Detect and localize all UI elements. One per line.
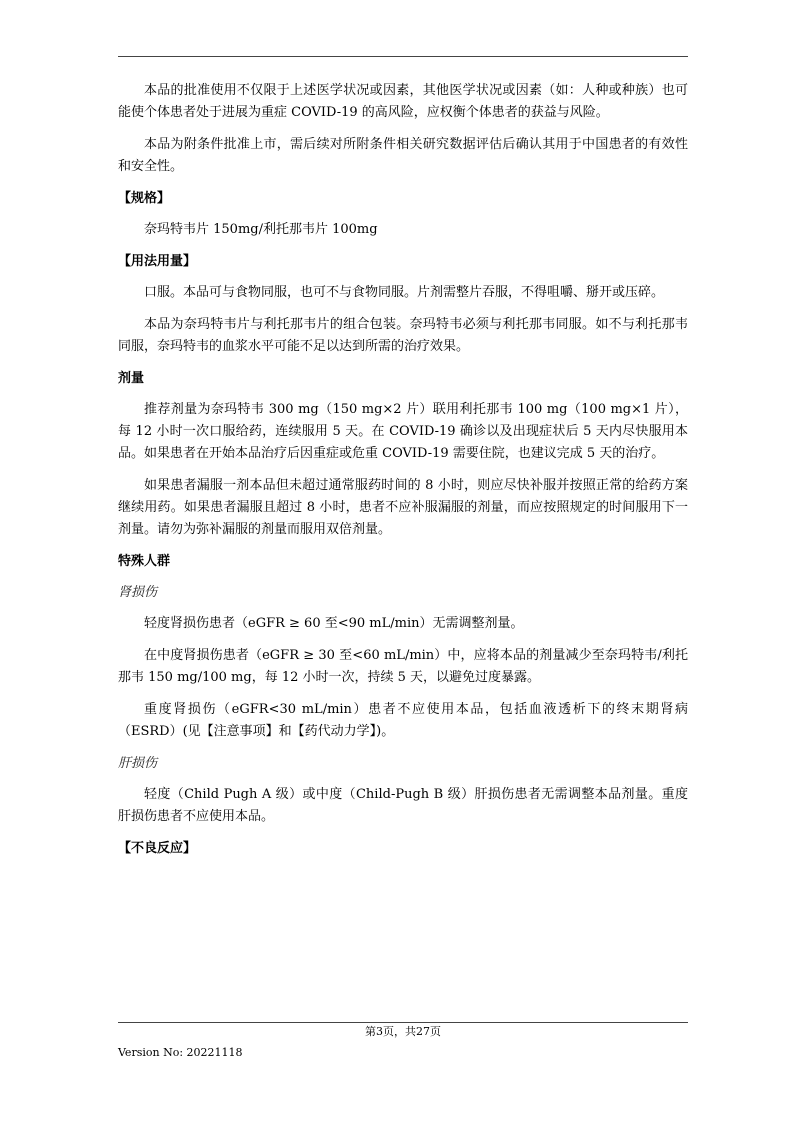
paragraph-approval-scope: 本品的批准使用不仅限于上述医学状况或因素，其他医学状况或因素（如：人种或种族）也可能使个体患者处于进展为重症 COVID-19 的高风险，应权衡个体患者的获益与风险。 <box>118 83 688 120</box>
footer-rule <box>118 1022 688 1023</box>
subheading-renal: 肾损伤 <box>118 585 158 600</box>
version-number: Version No: 20221118 <box>118 1046 243 1059</box>
paragraph-dose-missed: 如果患者漏服一剂本品但未超过通常服药时间的 8 小时，则应尽快补服并按照正常的给药方案继续用药。如果患者漏服且超过 8 小时，患者不应补服漏服的剂量，而应按照规定的时间服用下一剂量。请勿为弥补漏服的剂量而服用双倍剂量。 <box>118 478 688 537</box>
paragraph-specification: 奈玛特韦片 150mg/利托那韦片 100mg <box>144 222 378 237</box>
paragraph-renal-moderate: 在中度肾损伤患者（eGFR ≥ 30 至<60 mL/min）中，应将本品的剂量减少至奈玛特韦/利托那韦 150 mg/100 mg，每 12 小时一次，持续 5 天，以避免过度暴露。 <box>118 648 688 685</box>
paragraph-dose-recommended: 推荐剂量为奈玛特韦 300 mg（150 mg×2 片）联用利托那韦 100 mg（100 mg×1 片），每 12 小时一次口服给药，连续服用 5 天。在 COVID-19 确诊以及出现症状后 5 天内尽快服用本品。如果患者在开始本品治疗后因重症或危重 COVID-19 需要住院，也建议完成 5 天的治疗。 <box>118 402 688 461</box>
page-number: 第3页，共27页 <box>365 1025 441 1038</box>
paragraph-usage-combination: 本品为奈玛特韦片与利托那韦片的组合包装。奈玛特韦必须与利托那韦同服。如不与利托那韦同服，奈玛特韦的血浆水平可能不足以达到所需的治疗效果。 <box>118 317 688 354</box>
paragraph-hepatic: 轻度（Child Pugh A 级）或中度（Child-Pugh B 级）肝损伤患者无需调整本品剂量。重度肝损伤患者不应使用本品。 <box>118 787 688 824</box>
section-heading-adverse-reactions: 【不良反应】 <box>118 841 197 856</box>
paragraph-renal-mild: 轻度肾损伤患者（eGFR ≥ 60 至<90 mL/min）无需调整剂量。 <box>144 616 524 631</box>
section-heading-special-populations: 特殊人群 <box>118 554 171 569</box>
paragraph-conditional-approval: 本品为附条件批准上市，需后续对所附条件相关研究数据评估后确认其用于中国患者的有效性和安全性。 <box>118 137 688 174</box>
subheading-hepatic: 肝损伤 <box>118 756 158 771</box>
section-heading-dose: 剂量 <box>118 371 145 386</box>
paragraph-renal-severe: 重度肾损伤（eGFR<30 mL/min）患者不应使用本品，包括血液透析下的终末期肾病（ESRD）(见【注意事项】和【药代动力学】)。 <box>118 702 688 739</box>
header-rule <box>118 56 688 57</box>
section-heading-usage: 【用法用量】 <box>118 254 197 269</box>
document-body <box>118 80 688 869</box>
paragraph-usage-oral: 口服。本品可与食物同服，也可不与食物同服。片剂需整片吞服，不得咀嚼、掰开或压碎。 <box>144 285 665 300</box>
section-heading-specification: 【规格】 <box>118 191 171 206</box>
